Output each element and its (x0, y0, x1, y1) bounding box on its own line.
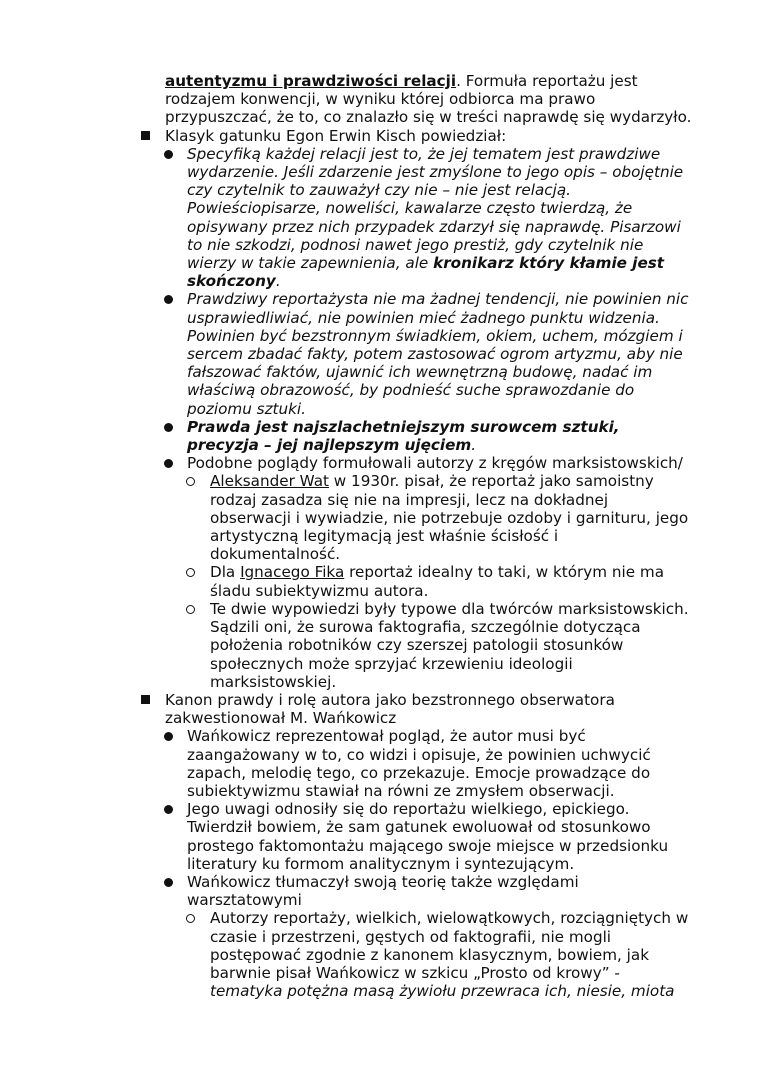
intro-rest: . Formuła reportażu jest rodzajem konwencji, w wyniku której odbiorca ma prawo przypuszczać, że to, co znalazło się w treści naprawdę się wydarzyło. (165, 72, 692, 127)
kisch-heading-item (0, 127, 690, 145)
kisch-quote-1-bold: kronikarz który kłamie jest skończony (187, 254, 665, 291)
kisch-quote-3 (0, 418, 690, 454)
intro-paragraph (165, 72, 695, 127)
circle-bullet-icon (186, 605, 195, 614)
bullet-icon (164, 732, 173, 741)
wankowicz-heading-item (0, 691, 690, 727)
wankowicz-heading: Kanon prawdy i rolę autora jako bezstronnego obserwatora zakwestionował M. Wańkowicz (165, 690, 615, 728)
wankowicz-sub-item (0, 909, 690, 1000)
wankowicz-point-1 (0, 727, 690, 800)
kisch-quote-1-end: . (275, 272, 281, 291)
bullet-icon (164, 459, 173, 468)
bullet-icon (164, 805, 173, 814)
bullet-icon (164, 878, 173, 887)
kisch-quote-2-text: Prawdziwy reportażysta nie ma żadnej tendencji, nie powinien nic usprawiedliwiać, nie powinien mieć żadnego punktu widzenia. Powinien być bezstronnym świadkiem, okiem, uchem, mózgiem i sercem zbadać fakty, potem zastosować ogrom artyzmu, aby nie fałszować faktów, ujawnić ich wewnętrzną budowę, nadać im właściwą obrazowość, by podnieść suche sprawozdanie do poziomu sztuki. (187, 290, 689, 418)
circle-bullet-icon (186, 914, 195, 923)
wat-item (0, 472, 690, 563)
circle-bullet-icon (186, 477, 195, 486)
square-bullet-icon (141, 695, 150, 704)
fik-text: reportaż idealny to taki, w którym nie ma śladu subiektywizmu autora. (210, 563, 665, 600)
kisch-quote-1-text: Specyfiką każdej relacji jest to, że jej tematem jest prawdziwe wydarzenie. Jeśli zdarzenie jest zmyślone to jego opis – obojętnie czy czytelnik to zauważył czy nie – nie jest relacją. Powieściopisarze, noweliści, kawalarze często twierdzą, że opisywany przez nich przypadek zdarzył się naprawdę. Pisarzowi to nie szkodzi, podnosi nawet jego prestiż, gdy czytelnik nie wierzy w takie zapewnienia, ale (187, 144, 684, 273)
kisch-quote-3-bold: Prawda jest najszlachetniejszym surowcem sztuki, precyzja – jej najlepszym ujęciem (187, 417, 620, 455)
wat-link[interactable]: Aleksander Wat (210, 472, 329, 491)
wankowicz-point-3-text: Wańkowicz tłumaczył swoją teorię także względami warsztatowymi (187, 872, 579, 910)
kisch-quote-2 (0, 290, 690, 417)
kisch-quote-1 (0, 145, 690, 291)
bullet-icon (164, 150, 173, 159)
fik-item (0, 563, 690, 599)
marxist-intro-item (0, 454, 690, 472)
marxist-intro: Podobne poglądy formułowali autorzy z kręgów marksistowskich/ (187, 454, 683, 473)
square-bullet-icon (141, 131, 150, 140)
wankowicz-sub-text: Autorzy reportaży, wielkich, wielowątkowych, rozciągniętych w czasie i przestrzeni, gęstych od faktografii, nie mogli postępować zgodnie z kanonem klasycznym, bowiem, jak barwnie pisał Wańkowicz w szkicu „Prosto od krowy” - (210, 909, 689, 982)
circle-bullet-icon (186, 568, 195, 577)
fik-pre: Dla (210, 563, 241, 582)
wankowicz-sub-italic: tematyka potężna masą żywiołu przewraca ich, niesie, miota (210, 982, 675, 1001)
wat-text: w 1930r. pisał, że reportaż jako samoistny rodzaj zasadza się nie na impresji, lecz na dokładnej obserwacji i wywiadzie, nie potrzebuje ozdoby i garnituru, jego artystyczną legitymacją jest właśnie ścisłość i dokumentalność. (210, 472, 689, 564)
bullet-icon (164, 423, 173, 432)
marxist-summary: Te dwie wypowiedzi były typowe dla twórców marksistowskich. Sądzili oni, że surowa faktografia, szczególnie dotycząca położenia robotników czy szerszej patologii stosunków społecznych może sprzyjać krzewieniu ideologii marksistowskiej. (210, 599, 689, 691)
kisch-heading: Klasyk gatunku Egon Erwin Kisch powiedział: (165, 126, 507, 145)
wankowicz-point-2 (0, 800, 690, 873)
wankowicz-point-3 (0, 873, 690, 909)
bullet-icon (164, 295, 173, 304)
kisch-quote-3-end: . (471, 436, 477, 455)
wankowicz-point-1-text: Wańkowicz reprezentował pogląd, że autor musi być zaangażowany w to, co widzi i opisuje, że powinien uchwycić zapach, melodię tego, co przekazuje. Emocje prowadzące do subiektywizmu stawiał na równi ze zmysłem obserwacji. (187, 727, 651, 800)
marxist-summary-item (0, 600, 690, 691)
document-page (0, 72, 760, 1000)
intro-highlight: autentyzmu i prawdziwości relacji (165, 72, 457, 90)
wankowicz-point-2-text: Jego uwagi odnosiły się do reportażu wielkiego, epickiego. Twierdził bowiem, że sam gatunek ewoluował od stosunkowo prostego faktomontażu mającego swoje miejsce w przedsionku literatury ku formom analitycznym i syntezującym. (187, 800, 669, 873)
fik-link[interactable]: Ignacego Fika (240, 563, 345, 582)
